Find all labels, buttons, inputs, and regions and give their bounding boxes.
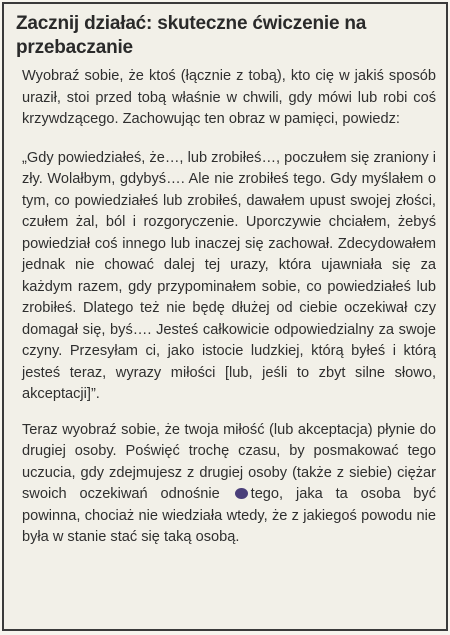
paragraph-intro: Wyobraź sobie, że ktoś (łącznie z tobą), kto cię w jakiś sposób uraził, stoi przed tobą właśnie w chwili, gdy mówi lub robi coś krzywdzącego. Zachowując ten obraz w pamięci, powiedz:	[22, 68, 436, 127]
paragraph-closing	[22, 420, 436, 549]
exercise-body	[22, 66, 436, 549]
ink-blot-icon	[235, 488, 248, 499]
exercise-box	[2, 2, 448, 631]
exercise-title: Zacznij działać: skuteczne ćwiczenie na przebaczanie	[16, 13, 367, 58]
paragraph-quote: „Gdy powiedziałeś, że…, lub zrobiłeś…, poczułem się zraniony i zły. Wolałbym, gdybyś…. Ale nie zrobiłeś tego. Gdy myślałem o tym, co powiedziałeś lub zrobiłeś, dawałem upust swojej złości, czułem żal, ból i rozgoryczenie. Uporczywie chciałem, żebyś powiedział coś innego lub inaczej się zachował. Zdecydowałem jednak nie chować dalej tej urazy, która ujawniała się za każdym razem, gdy przypominałem sobie, co powiedziałeś lub zrobiłeś. Dlatego też nie będę dłużej od ciebie oczekiwał czy domagał się, byś…. Jesteś całkowicie odpowiedzialny za swoje czyny. Przesyłam ci, jako istocie ludzkiej, którą byłeś i którą jesteś teraz, wyrazy miłości [lub, jeśli to zbyt silne słowo, akceptacji]”.	[22, 149, 436, 402]
paragraph-closing-part-1: Teraz wyobraź sobie, że twoja miłość (lub akceptacja) płynie do drugiej osoby. Poświęć trochę czasu, by posmakować tego uczucia, gdy zdejmujesz z drugiej osoby (także z siebie) ciężar swoich oczekiwań odnośnie	[22, 421, 436, 502]
paragraph-closing-part-2: tego, jaka ta osoba być powinna, chociaż nie wiedziała wtedy, że z jakiegoś powodu nie była w stanie stać się taką osobą.	[22, 486, 437, 545]
